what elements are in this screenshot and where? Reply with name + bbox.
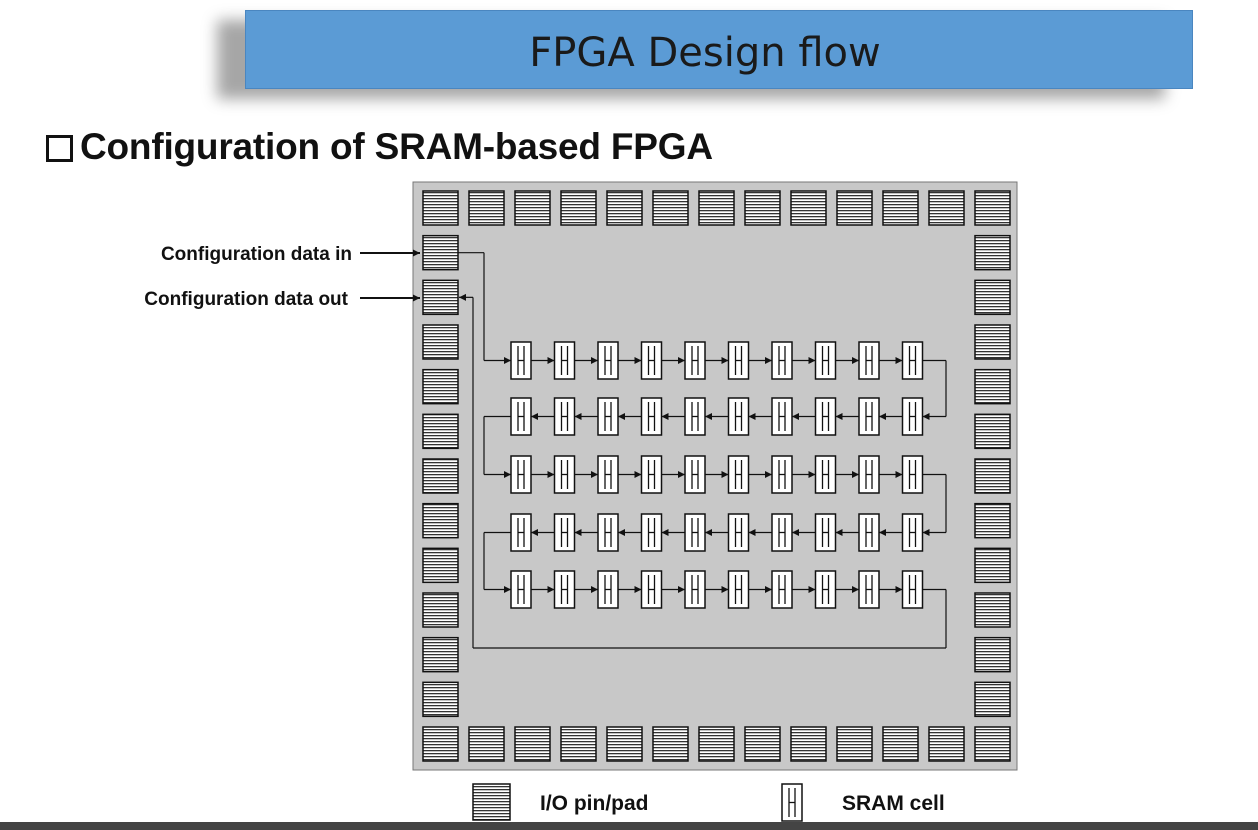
bottom-edge-bar <box>0 822 1258 830</box>
sram-cell <box>816 514 836 551</box>
io-pad-left <box>423 370 458 404</box>
sram-cell <box>816 456 836 493</box>
sram-cell <box>729 456 749 493</box>
sram-cell <box>859 514 879 551</box>
config-data-out-label: Configuration data out <box>144 289 348 310</box>
sram-cell <box>772 342 792 379</box>
io-pad-bottom <box>929 727 964 761</box>
io-pad-left <box>423 459 458 493</box>
sram-cell <box>772 571 792 608</box>
sram-cell <box>598 398 618 435</box>
io-pad-top <box>837 191 872 225</box>
io-pad-bottom <box>975 727 1010 761</box>
io-pad-right <box>975 414 1010 448</box>
io-pad-right <box>975 548 1010 582</box>
io-pad-top <box>515 191 550 225</box>
io-pad-bottom <box>653 727 688 761</box>
io-pad-bottom <box>423 727 458 761</box>
sram-cell <box>903 398 923 435</box>
sram-cell <box>859 398 879 435</box>
legend-io-pad-label: I/O pin/pad <box>540 792 649 815</box>
io-pad-left <box>423 325 458 359</box>
sram-cell <box>729 571 749 608</box>
sram-cell <box>903 514 923 551</box>
sram-cell <box>816 342 836 379</box>
io-pad-top <box>653 191 688 225</box>
io-pad-bottom <box>837 727 872 761</box>
sram-cell <box>642 571 662 608</box>
sram-cell <box>642 398 662 435</box>
sram-cell <box>685 342 705 379</box>
sram-cell <box>555 342 575 379</box>
io-pad-top <box>745 191 780 225</box>
sram-cell <box>555 456 575 493</box>
io-pad-bottom <box>607 727 642 761</box>
slide-title: FPGA Design flow <box>529 29 881 76</box>
sram-cell <box>685 398 705 435</box>
io-pad-left <box>423 548 458 582</box>
io-pad-top <box>975 191 1010 225</box>
sram-cell <box>903 342 923 379</box>
io-pad-right <box>975 280 1010 314</box>
sram-cell <box>859 456 879 493</box>
io-pad-bottom <box>469 727 504 761</box>
io-pad-left <box>423 280 458 314</box>
sram-cell <box>859 571 879 608</box>
sram-cell <box>685 571 705 608</box>
io-pad-right <box>975 504 1010 538</box>
sram-cell <box>816 571 836 608</box>
io-pad-bottom <box>699 727 734 761</box>
io-pad-top <box>561 191 596 225</box>
sram-cell <box>642 342 662 379</box>
sram-cell <box>555 514 575 551</box>
sram-cell <box>511 514 531 551</box>
legend-sram-cell-label: SRAM cell <box>842 792 945 815</box>
io-pad-bottom <box>515 727 550 761</box>
io-pad-top <box>699 191 734 225</box>
sram-cell <box>772 456 792 493</box>
sram-cell <box>511 342 531 379</box>
io-pad-left <box>423 593 458 627</box>
io-pad-left <box>423 236 458 270</box>
sram-cell <box>772 514 792 551</box>
io-pad-right <box>975 459 1010 493</box>
sram-cell <box>598 456 618 493</box>
sram-cell <box>903 456 923 493</box>
sram-cell <box>859 342 879 379</box>
io-pad-left <box>423 638 458 672</box>
io-pad-bottom <box>561 727 596 761</box>
io-pad-left <box>423 682 458 716</box>
io-pad-right <box>975 593 1010 627</box>
sram-cell <box>772 398 792 435</box>
io-pad-top <box>883 191 918 225</box>
sram-cell <box>642 514 662 551</box>
sram-cell <box>598 342 618 379</box>
io-pad-bottom <box>883 727 918 761</box>
sram-cell <box>598 571 618 608</box>
legend-sram-cell-icon <box>782 784 802 821</box>
sram-cell <box>511 456 531 493</box>
legend-io-pad-icon <box>473 784 510 820</box>
io-pad-right <box>975 325 1010 359</box>
io-pad-top <box>469 191 504 225</box>
sram-cell <box>685 456 705 493</box>
io-pad-top <box>929 191 964 225</box>
io-pad-left <box>423 414 458 448</box>
sram-cell <box>729 514 749 551</box>
sram-cell <box>555 398 575 435</box>
heading-text: Configuration of SRAM-based FPGA <box>80 126 713 167</box>
io-pad-left <box>423 504 458 538</box>
io-pad-bottom <box>745 727 780 761</box>
sram-cell <box>598 514 618 551</box>
sram-cell <box>555 571 575 608</box>
config-data-in-label: Configuration data in <box>160 244 352 265</box>
sram-cell <box>642 456 662 493</box>
io-pad-top <box>423 191 458 225</box>
io-pad-right <box>975 682 1010 716</box>
io-pad-right <box>975 638 1010 672</box>
io-pad-top <box>791 191 826 225</box>
sram-cell <box>511 571 531 608</box>
sram-cell <box>729 342 749 379</box>
io-pad-right <box>975 236 1010 270</box>
sram-cell <box>511 398 531 435</box>
io-pad-right <box>975 370 1010 404</box>
sram-cell <box>816 398 836 435</box>
sram-cell <box>903 571 923 608</box>
sram-cell <box>685 514 705 551</box>
sram-cell <box>729 398 749 435</box>
io-pad-top <box>607 191 642 225</box>
io-pad-bottom <box>791 727 826 761</box>
fpga-chip <box>413 182 1017 770</box>
